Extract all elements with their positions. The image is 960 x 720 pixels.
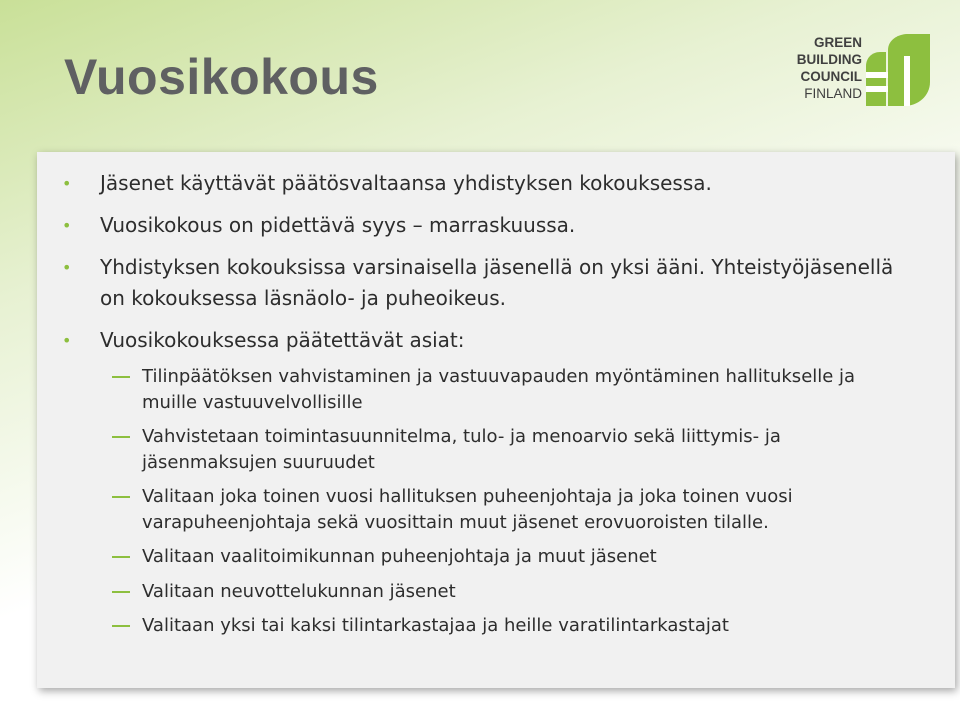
sub-item-text: Tilinpäätöksen vahvistaminen ja vastuuvapauden myöntäminen hallitukselle ja muille vastuuvelvollisille [142,366,856,413]
bullet-text: Yhdistyksen kokouksissa varsinaisella jäsenellä on yksi ääni. Yhteistyöjäsenellä on kokouksessa läsnäolo- ja puheoikeus. [100,255,894,310]
sub-item [62,613,902,639]
bullet-item [62,252,902,314]
bullet-item [62,325,902,639]
bullet-dot-icon: • [62,258,72,277]
bullet-dot-icon: • [62,331,72,350]
bullet-text: Vuosikokous on pidettävä syys – marraskuussa. [100,213,576,237]
sub-item-text: Valitaan neuvottelukunnan jäsenet [142,580,456,602]
sub-list [62,364,902,639]
sub-item-text: Vahvistetaan toimintasuunnitelma, tulo- ja menoarvio sekä liittymis- ja jäsenmaksujen suuruudet [142,426,781,473]
bullet-dot-icon: • [62,174,72,193]
sub-item [62,544,902,570]
dash-bullet-icon [112,556,130,558]
dash-bullet-icon [112,625,130,627]
sub-item [62,579,902,605]
sub-item [62,424,902,475]
bullet-list [62,168,902,650]
sub-item-text: Valitaan joka toinen vuosi hallituksen puheenjohtaja ja joka toinen vuosi varapuheenjohtaja sekä vuosittain muut jäsenet erovuoroisten tilalle. [142,486,793,533]
logo-line-finland: FINLAND [804,86,862,101]
logo-line-building: BUILDING [796,52,862,67]
leaf-logo-icon [864,32,930,106]
bullet-item [62,168,902,199]
dash-bullet-icon [112,591,130,593]
sub-item-text: Valitaan yksi tai kaksi tilintarkastajaa ja heille varatilintarkastajat [142,615,729,636]
green-building-council-logo [792,32,932,108]
bullet-dot-icon: • [62,216,72,235]
bullet-item [62,210,902,241]
sub-item [62,364,902,415]
logo-text [792,34,862,102]
bullet-text: Jäsenet käyttävät päätösvaltaansa yhdistyksen kokouksessa. [100,171,712,195]
dash-bullet-icon [112,376,130,378]
sub-item-text: Valitaan vaalitoimikunnan puheenjohtaja ja muut jäsenet [142,546,657,567]
sub-item [62,484,902,535]
logo-line-council: COUNCIL [800,69,862,84]
dash-bullet-icon [112,436,130,438]
slide-title: Vuosikokous [64,49,379,105]
logo-line-green: GREEN [813,35,862,50]
bullet-text: Vuosikokouksessa päätettävät asiat: [100,328,465,352]
dash-bullet-icon [112,496,130,498]
